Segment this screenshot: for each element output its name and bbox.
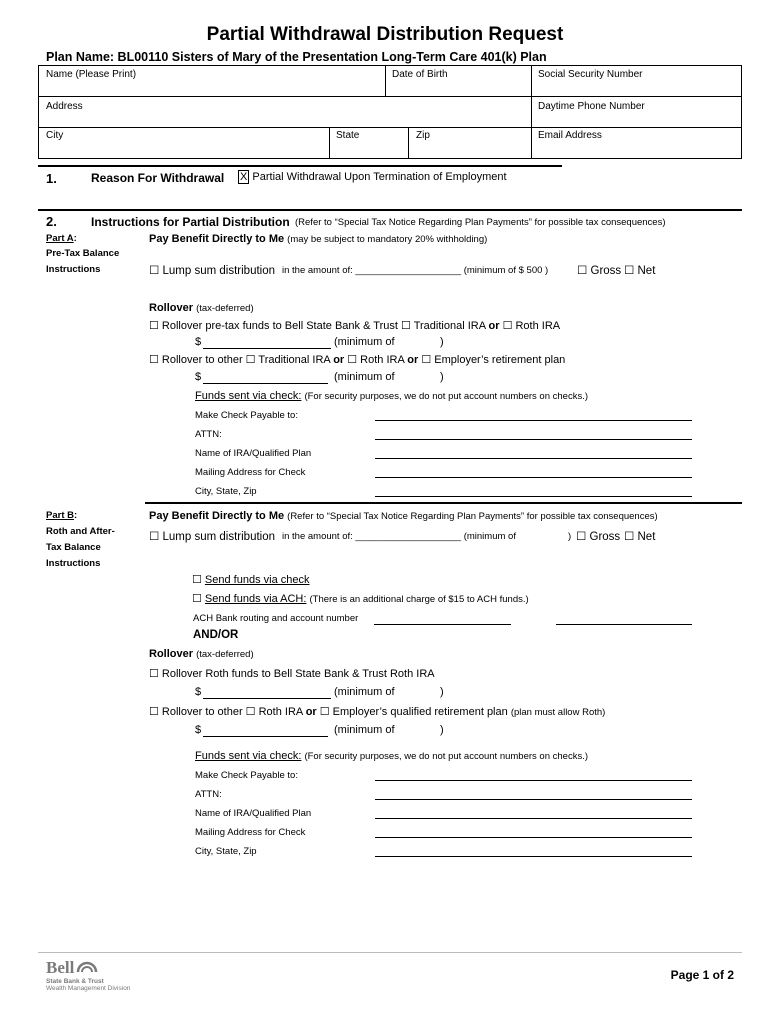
partB-sub2: Tax Balance: [46, 542, 101, 553]
partB-pay-heading: Pay Benefit Directly to Me (Refer to “Special Tax Notice Regarding Plan Payments” for possible tax consequences): [149, 510, 658, 522]
partB-field-label: Name of IRA/Qualified Plan: [195, 808, 312, 819]
partB-paren2: ): [440, 724, 444, 736]
section1-title: Reason For Withdrawal: [91, 171, 225, 185]
partB-send-check-checkbox[interactable]: ☐ Send funds via check: [192, 574, 310, 586]
section1-number: 1.: [46, 171, 57, 186]
partA-rollover-other-row[interactable]: ☐ Rollover to other ☐ Traditional IRA or ☐ Roth IRA or ☐ Employer’s retirement plan: [149, 354, 566, 366]
footer-rule: [38, 952, 742, 953]
partB-field-line[interactable]: [375, 780, 692, 781]
page-number: Page 1 of 2: [670, 968, 734, 982]
partA-amount1-line[interactable]: [203, 348, 331, 349]
partA-paren2: ): [440, 371, 444, 383]
ssn-field[interactable]: Social Security Number: [538, 69, 643, 80]
partA-sub1: Pre-Tax Balance: [46, 248, 120, 259]
partB-paren1: ): [440, 686, 444, 698]
partB-min1: (minimum of: [334, 686, 395, 698]
partB-rollover-other-row[interactable]: ☐ Rollover to other ☐ Roth IRA or ☐ Employer’s qualified retirement plan (plan must allow Roth): [149, 706, 606, 718]
partB-send-ach-checkbox[interactable]: ☐ Send funds via ACH: (There is an additional charge of $15 to ACH funds.): [192, 593, 529, 605]
partB-lump-sum-checkbox[interactable]: ☐ Lump sum distribution: [149, 531, 276, 543]
partB-sub3: Instructions: [46, 558, 101, 569]
partA-field-label: Name of IRA/Qualified Plan: [195, 448, 312, 459]
partB-field-label: ATTN:: [195, 789, 222, 800]
page-title: Partial Withdrawal Distribution Request: [206, 24, 564, 45]
section2-rule: [38, 209, 742, 211]
partA-sub2: Instructions: [46, 264, 101, 275]
partA-field-line[interactable]: [375, 420, 692, 421]
partB-rollover-roth-checkbox[interactable]: ☐ Rollover Roth funds to Bell State Bank & Trust Roth IRA: [149, 668, 435, 680]
partA-funds-check: Funds sent via check: (For security purposes, we do not put account numbers on checks.): [195, 390, 589, 402]
ach-account-line[interactable]: [556, 624, 692, 625]
partB-min2: (minimum of: [334, 724, 395, 736]
address-field[interactable]: Address: [46, 101, 83, 112]
partA-min2: (minimum of: [334, 371, 395, 383]
partA-field-line[interactable]: [375, 458, 692, 459]
partA-paren1: ): [440, 336, 444, 348]
partA-rollover-heading: Rollover (tax-deferred): [149, 302, 254, 314]
section2-number: 2.: [46, 214, 57, 229]
reason-checkbox[interactable]: [238, 170, 507, 184]
partB-amount1-line[interactable]: [203, 698, 331, 699]
partB-field-label: City, State, Zip: [195, 846, 257, 857]
email-field[interactable]: Email Address: [538, 130, 602, 141]
partA-dollar2: $: [195, 371, 202, 383]
partA-pay-heading: Pay Benefit Directly to Me (may be subject to mandatory 20% withholding): [149, 233, 488, 245]
partA-lump-sum-checkbox[interactable]: ☐ Lump sum distribution: [149, 265, 276, 277]
partB-field-line[interactable]: [375, 799, 692, 800]
city-field[interactable]: City: [46, 130, 64, 141]
state-field[interactable]: State: [336, 130, 360, 141]
partB-field-label: Mailing Address for Check: [195, 827, 306, 838]
partB-amount-text: in the amount of: ____________________ (minimum of: [282, 531, 516, 542]
reason-label: Partial Withdrawal Upon Termination of Employment: [252, 171, 507, 183]
partB-dollar1: $: [195, 686, 202, 698]
partB-paren: ): [568, 531, 572, 542]
partA-label: Part A:: [46, 233, 77, 244]
partA-field-label: City, State, Zip: [195, 486, 257, 497]
partA-field-label: ATTN:: [195, 429, 222, 440]
partA-amount-text: in the amount of: ____________________ (minimum of $ 500 ): [282, 265, 549, 276]
partB-gross-checkbox[interactable]: ☐ Gross: [576, 531, 621, 543]
x-mark-icon: X: [240, 171, 248, 183]
partA-field-line[interactable]: [375, 477, 692, 478]
bell-logo: Bell State Bank & Trust Wealth Management Division: [46, 958, 131, 992]
plan-name: Plan Name: BL00110 Sisters of Mary of the Presentation Long-Term Care 401(k) Plan: [46, 50, 547, 64]
partA-dollar1: $: [195, 336, 202, 348]
zip-field[interactable]: Zip: [416, 130, 430, 141]
partB-field-line[interactable]: [375, 856, 692, 857]
partA-net-checkbox[interactable]: ☐ Net: [624, 265, 656, 277]
partB-rule: [145, 502, 742, 504]
ach-routing-line[interactable]: [374, 624, 511, 625]
dob-field[interactable]: Date of Birth: [392, 69, 448, 80]
partB-field-line[interactable]: [375, 818, 692, 819]
partA-rollover-bell-row[interactable]: ☐ Rollover pre-tax funds to Bell State Bank & Trust ☐ Traditional IRA or ☐ Roth IRA: [149, 320, 561, 332]
partB-amount2-line[interactable]: [203, 736, 328, 737]
section2-note: (Refer to “Special Tax Notice Regarding Plan Payments” for possible tax consequences): [295, 217, 666, 228]
partB-field-label: Make Check Payable to:: [195, 770, 298, 781]
partA-min1: (minimum of: [334, 336, 395, 348]
partB-funds-check: Funds sent via check: (For security purposes, we do not put account numbers on checks.): [195, 750, 589, 762]
partA-field-line[interactable]: [375, 496, 692, 497]
partB-andor: AND/OR: [193, 629, 239, 641]
partA-gross-checkbox[interactable]: ☐ Gross: [577, 265, 622, 277]
partA-field-label: Make Check Payable to:: [195, 410, 298, 421]
partB-sub1: Roth and After-: [46, 526, 115, 537]
partB-dollar2: $: [195, 724, 202, 736]
phone-field[interactable]: Daytime Phone Number: [538, 101, 645, 112]
section1-rule: [38, 165, 562, 167]
bell-arch-icon: [76, 959, 98, 978]
section2-title: Instructions for Partial Distribution: [91, 215, 290, 229]
name-field[interactable]: Name (Please Print): [46, 69, 137, 80]
partA-field-label: Mailing Address for Check: [195, 467, 306, 478]
partA-field-line[interactable]: [375, 439, 692, 440]
partB-label: Part B:: [46, 510, 78, 521]
partB-ach-routing-label: ACH Bank routing and account number: [193, 613, 359, 624]
partB-field-line[interactable]: [375, 837, 692, 838]
partB-rollover-heading: Rollover (tax-deferred): [149, 648, 254, 660]
partB-net-checkbox[interactable]: ☐ Net: [624, 531, 656, 543]
partA-amount2-line[interactable]: [203, 383, 328, 384]
